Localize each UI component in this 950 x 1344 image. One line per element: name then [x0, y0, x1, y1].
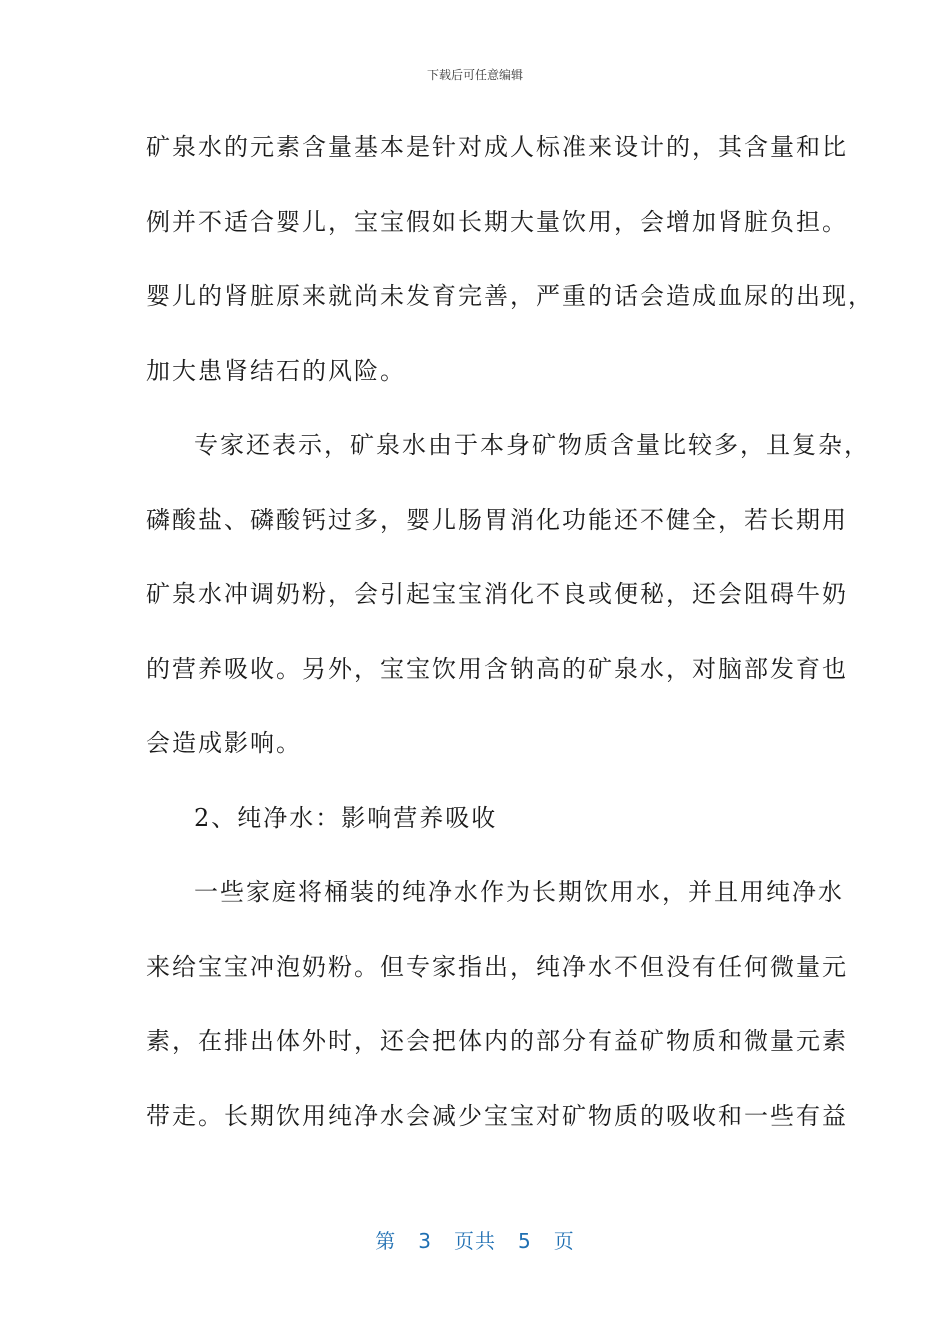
- footer-label-ye-gong: 页共: [454, 1229, 496, 1253]
- body-line: 专家还表示，矿泉水由于本身矿物质含量比较多，且复杂，: [194, 431, 870, 459]
- body-line: 加大患肾结石的风险。: [146, 356, 406, 385]
- page-header-note: 下载后可任意编辑: [426, 68, 523, 82]
- footer-total-pages: 5: [518, 1229, 532, 1253]
- body-line: 磷酸盐、磷酸钙过多，婴儿肠胃消化功能还不健全，若长期用: [146, 505, 848, 534]
- body-line: 带走。长期饮用纯净水会减少宝宝对矿物质的吸收和一些有益: [146, 1101, 848, 1130]
- body-line: 一些家庭将桶装的纯净水作为长期饮用水，并且用纯净水: [194, 878, 844, 906]
- page-footer: [0, 1225, 950, 1254]
- body-line: 的营养吸收。另外，宝宝饮用含钠高的矿泉水，对脑部发育也: [146, 654, 848, 683]
- body-line: 素，在排出体外时，还会把体内的部分有益矿物质和微量元素: [146, 1027, 848, 1055]
- body-line: 矿泉水冲调奶粉，会引起宝宝消化不良或便秘，还会阻碍牛奶: [146, 580, 848, 608]
- body-line: 来给宝宝冲泡奶粉。但专家指出，纯净水不但没有任何微量元: [146, 952, 848, 981]
- footer-current-page: 3: [418, 1229, 432, 1253]
- body-line: 例并不适合婴儿，宝宝假如长期大量饮用，会增加肾脏负担。: [146, 207, 848, 236]
- body-line: 矿泉水的元素含量基本是针对成人标准来设计的，其含量和比: [146, 133, 848, 161]
- footer-label-di: 第: [375, 1229, 397, 1253]
- footer-label-ye: 页: [553, 1229, 575, 1253]
- document-body: [146, 110, 874, 1153]
- body-line: 婴儿的肾脏原来就尚未发育完善，严重的话会造成血尿的出现，: [146, 282, 874, 310]
- body-line: 会造成影响。: [146, 729, 302, 757]
- section-heading: 2、纯净水：影响营养吸收: [194, 803, 498, 832]
